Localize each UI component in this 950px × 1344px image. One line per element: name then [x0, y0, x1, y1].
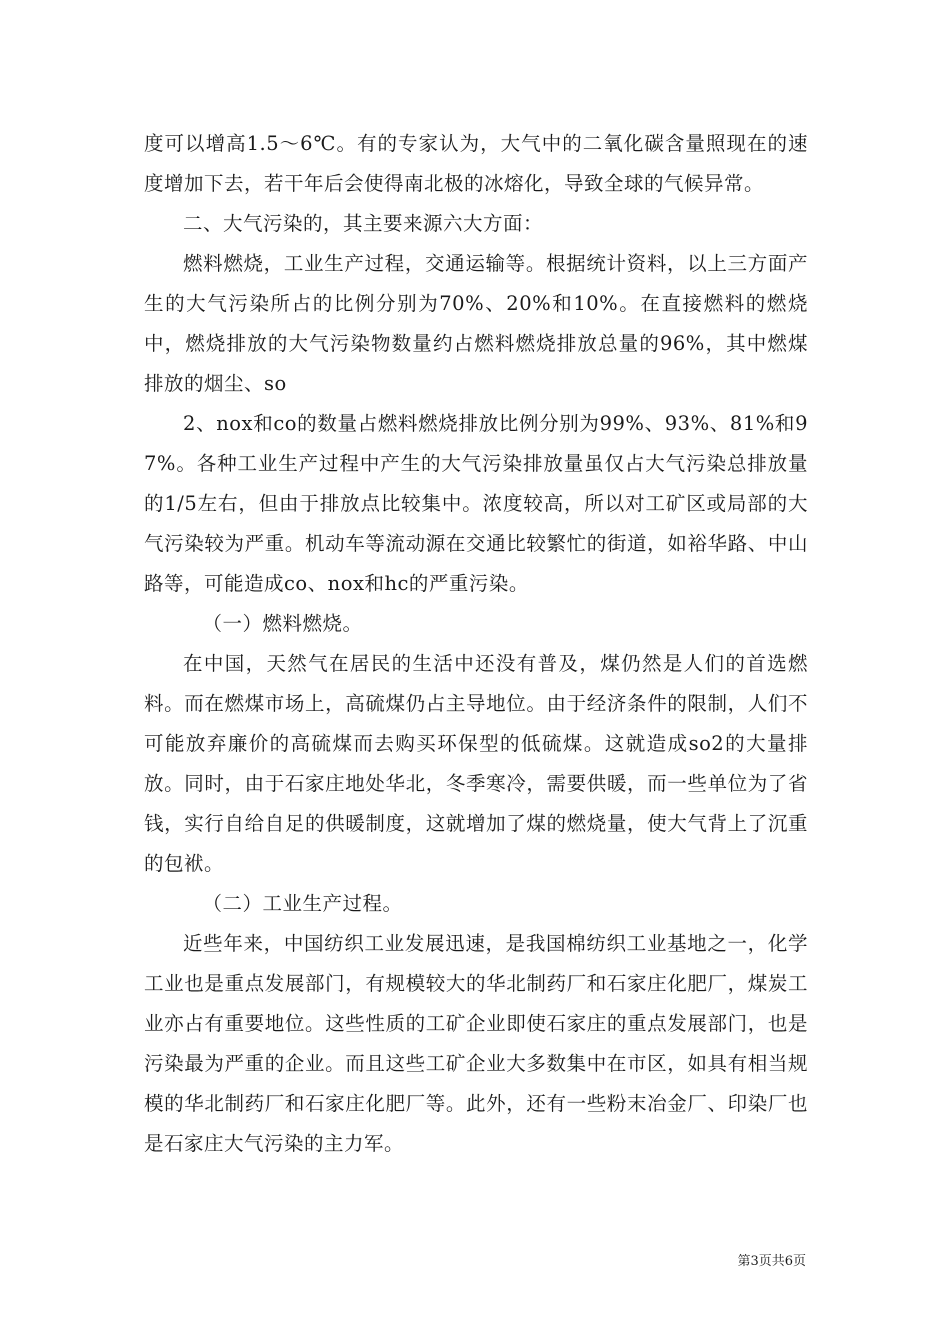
paragraph-fuel-combustion: 在中国，天然气在居民的生活中还没有普及，煤仍然是人们的首选燃料。而在燃煤市场上，高硫煤仍占主导地位。由于经济条件的限制，人们不可能放弃廉价的高硫煤而去购买环保型的低硫煤。这就造成so2的大量排放。同时，由于石家庄地处华北，冬季寒冷，需要供暖，而一些单位为了省钱，实行自给自足的供暖制度，这就增加了煤的燃烧量，使大气背上了沉重的包袱。: [144, 652, 808, 875]
paragraph-emission-ratios: 2、nox和co的数量占燃料燃烧排放比例分别为99%、93%、81%和97%。各种工业生产过程中产生的大气污染排放量虽仅占大气污染总排放量的1/5左右，但由于排放点比较集中。浓度较高，所以对工矿区或局部的大气污染较为严重。机动车等流动源在交通比较繁忙的街道，如裕华路、中山路等，可能造成co、nox和hc的严重污染。: [144, 412, 808, 595]
paragraph-industrial-process: 近些年来，中国纺织工业发展迅速，是我国棉纺织工业基地之一，化学工业也是重点发展部门，有规模较大的华北制药厂和石家庄化肥厂，煤炭工业亦占有重要地位。这些性质的工矿企业即使石家庄的重点发展部门，也是污染最为严重的企业。而且这些工矿企业大多数集中在市区，如具有相当规模的华北制药厂和石家庄化肥厂等。此外，还有一些粉末冶金厂、印染厂也是石家庄大气污染的主力军。: [144, 932, 808, 1155]
paragraph-continuation: 度可以增高1.5～6℃。有的专家认为，大气中的二氧化碳含量照现在的速度增加下去，若干年后会使得南北极的冰熔化，导致全球的气候异常。: [144, 132, 808, 195]
paragraph-source-proportions: 燃料燃烧，工业生产过程，交通运输等。根据统计资料，以上三方面产生的大气污染所占的比例分别为70%、20%和10%。在直接燃料的燃烧中，燃烧排放的大气污染物数量约占燃料燃烧排放总量的96%，其中燃煤排放的烟尘、so: [144, 252, 808, 395]
page-number-footer: 第3页共6页: [737, 1254, 806, 1269]
subheading-industrial-process: （二）工业生产过程。: [202, 892, 403, 915]
section-heading-pollution-sources: 二、大气污染的，其主要来源六大方面：: [183, 212, 544, 235]
subheading-fuel-combustion: （一）燃料燃烧。: [202, 612, 363, 635]
document-body: [144, 124, 808, 1164]
